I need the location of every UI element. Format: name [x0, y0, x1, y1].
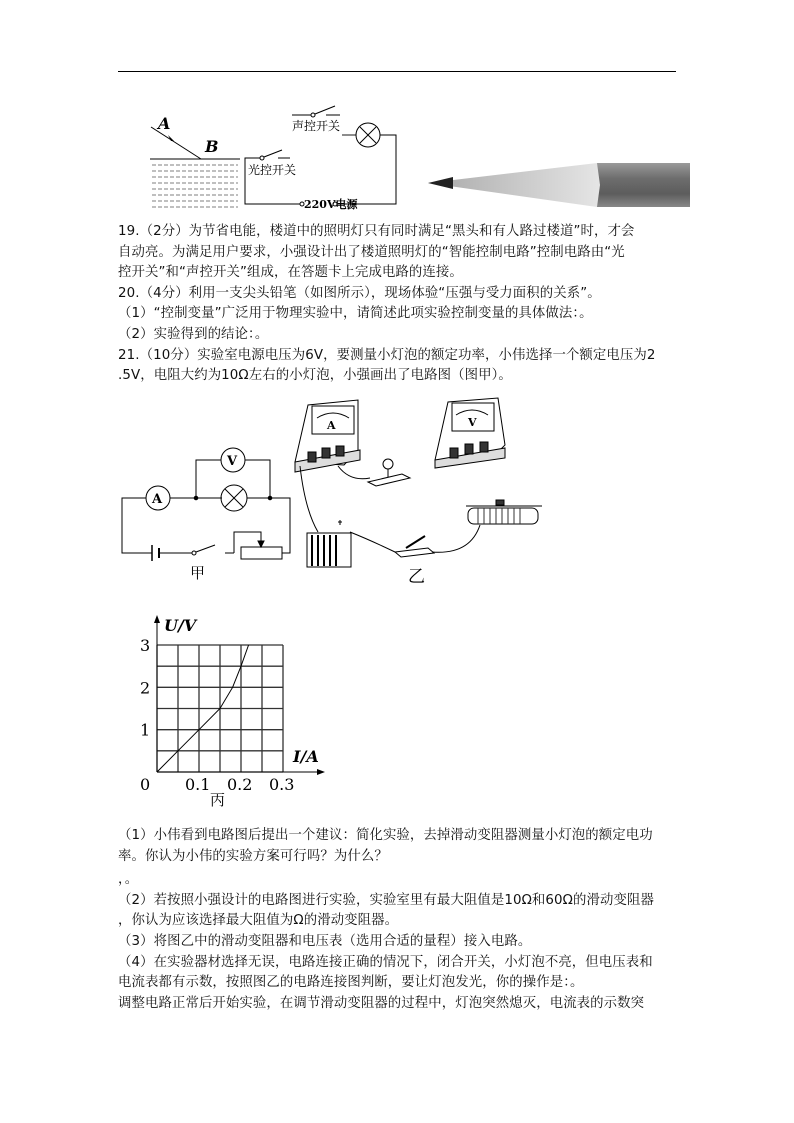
top-figures	[110, 95, 690, 215]
x-tick-label: 0.3	[269, 775, 295, 794]
ammeter-device-label: A	[327, 419, 336, 432]
q19-line: 自动亮。为满足用户要求，小强设计出了楼道照明灯的“智能控制电路”控制电路由“光	[118, 244, 625, 260]
q20-line: （2）实验得到的结论：。	[118, 326, 269, 342]
pencil-image	[428, 163, 690, 207]
x-tick-label: 0.1	[185, 775, 211, 794]
question-21-parts	[118, 826, 680, 1014]
knife-switch	[395, 536, 434, 557]
ammeter-device	[295, 400, 360, 472]
sound-switch-label: 声控开关	[292, 119, 341, 133]
voltmeter-device-label: V	[468, 416, 477, 429]
q21-part-line: （4）在实验器材选择无误，电路连接正确的情况下，闭合开关，小灯泡不亮，但电压表和	[118, 954, 653, 970]
q21-line: 21.（10分）实验室电源电压为6V，要测量小灯泡的额定功率，小伟选择一个额定电压为2	[118, 347, 656, 363]
q21-part-line: （3）将图乙中的滑动变阻器和电压表（选用合适的量程）接入电路。	[118, 933, 532, 949]
circuit-jia	[122, 448, 290, 561]
q21-part-line: 调整电路正常后开始实验，在调节滑动变阻器的过程中，灯泡突然熄灭，电流表的示数突	[118, 995, 645, 1011]
q21-part-line: 率。你认为小伟的实验方案可行吗？为什么？	[118, 848, 388, 864]
y-tick-label: 3	[140, 636, 151, 655]
ammeter-symbol-label: A	[152, 492, 163, 507]
q19-line: 19.（2分）为节省电能，楼道中的照明灯只有同时满足“黑头和有人路过楼道”时，才会	[118, 224, 635, 239]
x-axis-label: I/A	[293, 747, 319, 766]
bulb-on-base	[368, 459, 410, 486]
q20-line: 20.（4分）利用一支尖头铅笔（如图所示），现场体验“压强与受力面积的关系”。	[118, 285, 601, 301]
caption-yi: 乙	[408, 567, 425, 587]
q21-part-line: ，你认为应该选择最大阻值为Ω的滑动变阻器。	[118, 913, 399, 929]
y-tick-label: 1	[140, 720, 151, 740]
battery	[307, 520, 351, 567]
questions-19-21	[118, 222, 680, 387]
q21-part-line: 电流表都有示数，按照图乙的电路连接图判断，要让灯泡发光，你的操作是：。	[118, 975, 584, 991]
voltmeter-symbol-label: V	[227, 454, 238, 469]
label-b: B	[205, 137, 219, 156]
origin-label: 0	[140, 775, 151, 794]
caption-jia: 甲	[190, 564, 206, 582]
power-label: 220V电源	[304, 198, 358, 211]
q20-line: （1）“控制变量”广泛用于物理实验中，请简述此项实验控制变量的具体做法：。	[118, 306, 593, 322]
y-tick-label: 2	[140, 678, 151, 698]
refraction-figure	[150, 114, 240, 207]
q19-line: 控开关”和“声控开关”组成，在答题卡上完成电路的连接。	[118, 265, 463, 281]
voltmeter-device	[435, 398, 505, 468]
light-switch-label: 光控开关	[248, 163, 297, 177]
label-a: A	[158, 114, 171, 133]
q21-part-line: （2）若按照小强设计的电路图进行实验，实验室里有最大阻值是10Ω和60Ω的滑动变阻器	[118, 892, 654, 908]
y-axis-label: U/V	[164, 616, 197, 635]
header-rule	[118, 71, 676, 72]
ui-graph	[130, 610, 330, 810]
q21-part-line: （1）小伟看到电路图后提出一个建议：简化实验，去掉滑动变阻器测量小灯泡的额定电功	[118, 828, 653, 843]
rheostat	[466, 500, 542, 524]
q21-line: .5V，电阻大约为10Ω左右的小灯泡，小强画出了电路图（图甲）。	[118, 368, 512, 384]
caption-bing: 丙	[210, 791, 226, 809]
circuit-figures	[110, 390, 570, 590]
x-axis-arrow	[317, 769, 325, 775]
q21-part-line: ，。	[118, 872, 139, 888]
x-tick-label: 0.2	[227, 775, 253, 794]
y-axis-arrow	[154, 615, 160, 623]
